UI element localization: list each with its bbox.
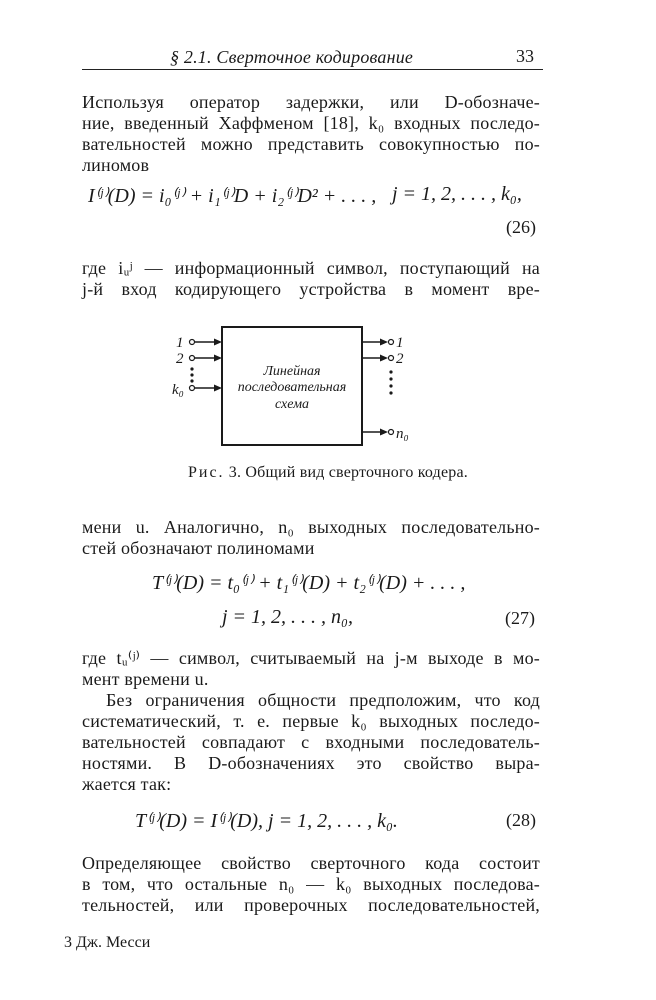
arrow-icon bbox=[214, 339, 222, 346]
input-line-1 bbox=[176, 335, 222, 351]
arrow-icon bbox=[214, 355, 222, 362]
arrow-icon bbox=[380, 429, 388, 436]
arrow-icon bbox=[380, 355, 388, 362]
header-rule bbox=[82, 69, 543, 70]
equation-27-formula: T⁽ʲ⁾(D) = t₀⁽ʲ⁾ + t₁⁽ʲ⁾(D) + t₂⁽ʲ⁾(D) + . . . , bbox=[152, 572, 466, 594]
equation-26-formula: I⁽ʲ⁾(D) = i₀⁽ʲ⁾ + i₁⁽ʲ⁾D + i₂⁽ʲ⁾D² + . . . , bbox=[88, 185, 377, 207]
text-line: Используя оператор задержки, или D-обозначе- bbox=[82, 92, 540, 112]
box-label-line-1: Линейная bbox=[263, 364, 321, 379]
encoder-diagram bbox=[170, 322, 430, 452]
text-line: линомов bbox=[82, 155, 150, 175]
output-label-n0: n₀ bbox=[396, 426, 409, 442]
paragraph-5 bbox=[82, 690, 540, 795]
equation-27-condition: j = 1, 2, . . . , n₀, bbox=[222, 606, 354, 628]
input-label-k0: k₀ bbox=[172, 382, 184, 398]
equation-28-number: (28) bbox=[506, 810, 536, 830]
equation-26-condition: j = 1, 2, . . . , k₀, bbox=[392, 183, 522, 205]
equation-26-number: (26) bbox=[506, 217, 536, 237]
arrow-icon bbox=[214, 385, 222, 392]
equation-27-number: (27) bbox=[505, 608, 535, 628]
figure-caption bbox=[0, 464, 656, 482]
text-line: ностями. В D-обозначениях это свойство выра- bbox=[82, 753, 540, 773]
paragraph-1 bbox=[82, 92, 540, 176]
text-line: Определяющее свойство сверточного кода состоит bbox=[82, 853, 540, 873]
equation-28-formula: T⁽ʲ⁾(D) = I⁽ʲ⁾(D), j = 1, 2, . . . , k₀. bbox=[135, 810, 398, 832]
caption-prefix: Рис. bbox=[187, 464, 225, 481]
footer-signature: 3 Дж. Месси bbox=[64, 934, 151, 951]
input-line-k0 bbox=[172, 382, 222, 398]
caption-text: 3. Общий вид сверточного кодера. bbox=[228, 464, 468, 481]
text-line: ние, введенный Хаффменом [18], k₀ входных последо- bbox=[82, 113, 540, 133]
box-label-line-3: схема bbox=[274, 397, 310, 412]
text-line: мени u. Аналогично, n₀ выходных последовательно- bbox=[82, 517, 540, 537]
output-ellipsis bbox=[389, 370, 392, 394]
text-line: где tᵤ⁽ʲ⁾ — символ, считываемый на j-м выходе в мо- bbox=[82, 648, 540, 668]
output-label-1: 1 bbox=[396, 335, 404, 351]
text-line: Без ограничения общности предположим, что код bbox=[106, 690, 540, 710]
paragraph-2 bbox=[82, 258, 540, 300]
output-line-n0 bbox=[362, 426, 409, 442]
output-line-1 bbox=[362, 335, 404, 351]
input-line-2 bbox=[176, 351, 222, 367]
output-line-2 bbox=[362, 351, 404, 367]
paragraph-3 bbox=[82, 517, 540, 559]
text-line: мент времени u. bbox=[82, 669, 209, 689]
arrow-icon bbox=[380, 339, 388, 346]
input-ellipsis bbox=[190, 367, 193, 382]
input-label-1: 1 bbox=[176, 335, 184, 351]
output-label-2: 2 bbox=[396, 351, 404, 367]
text-line: тельностей, или проверочных последовательностей, bbox=[82, 895, 540, 915]
text-line: вательностей можно представить совокупностью по- bbox=[82, 134, 540, 154]
box-label-line-2: последовательная bbox=[237, 380, 347, 395]
text-line: систематический, т. е. первые k₀ выходных последо- bbox=[82, 711, 540, 731]
text-line: жается так: bbox=[82, 774, 172, 794]
page-number: 33 bbox=[516, 46, 534, 66]
input-label-2: 2 bbox=[176, 351, 184, 367]
text-line: в том, что остальные n₀ — k₀ выходных последова- bbox=[82, 874, 540, 894]
paragraph-4 bbox=[82, 648, 540, 690]
running-head: § 2.1. Сверточное кодирование bbox=[170, 47, 414, 67]
text-line: стей обозначают полиномами bbox=[82, 538, 315, 558]
text-line: где iᵤʲ — информационный символ, поступающий на bbox=[82, 258, 540, 278]
paragraph-6 bbox=[82, 853, 540, 916]
text-line: j-й вход кодирующего устройства в момент вре- bbox=[82, 279, 540, 299]
text-line: вательностей совпадают с входными последователь- bbox=[82, 732, 540, 752]
